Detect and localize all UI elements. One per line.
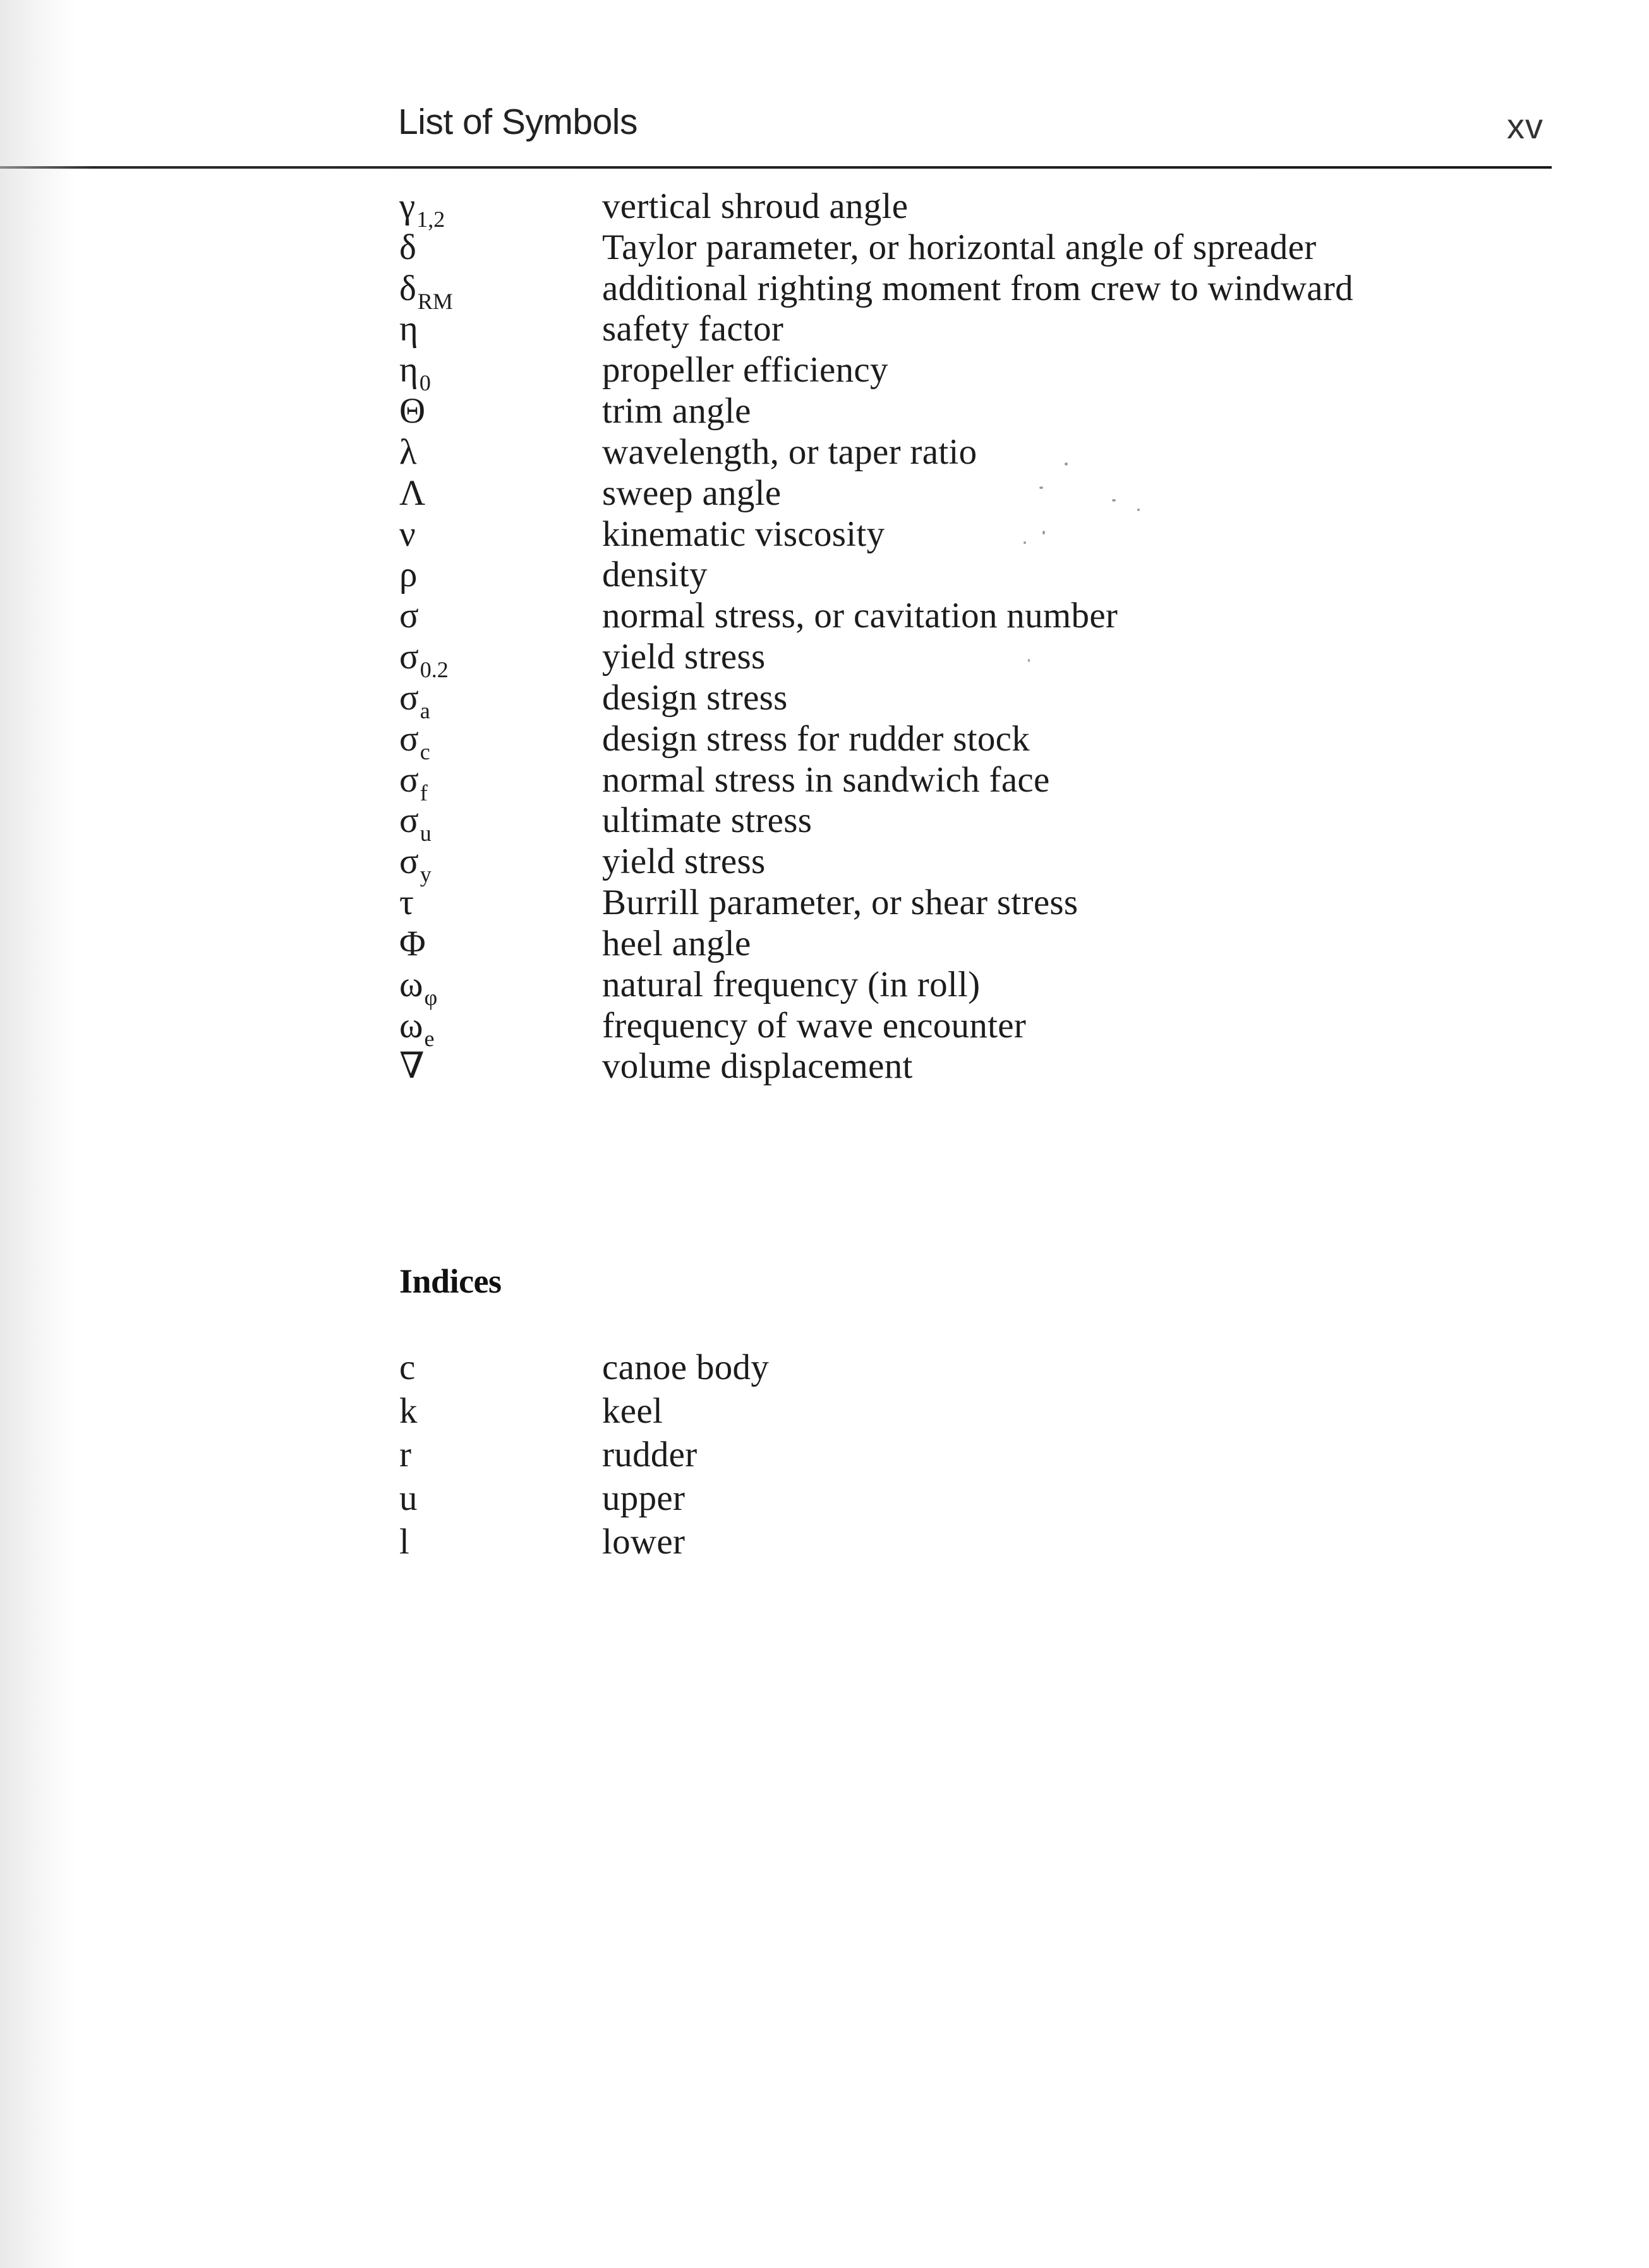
index-description: keel: [602, 1391, 663, 1431]
symbol-description: ultimate stress: [602, 800, 812, 840]
index-entry: [0, 1347, 1516, 1389]
scan-speck: [1112, 499, 1116, 502]
index-description: rudder: [602, 1435, 698, 1475]
index-symbol: c: [399, 1348, 416, 1387]
symbol-entry: [0, 1046, 1516, 1087]
symbol-entry: [0, 554, 1516, 596]
scan-speck: [1039, 486, 1043, 489]
index-entry: [0, 1521, 1516, 1563]
symbol-entry: [0, 759, 1516, 805]
symbol: δ: [399, 227, 416, 267]
symbol: Φ: [399, 924, 426, 963]
symbol: Λ: [399, 473, 426, 513]
symbol-description: density: [602, 555, 708, 594]
symbol: Θ: [399, 391, 426, 431]
index-entry: [0, 1434, 1516, 1476]
scan-speck: [1042, 531, 1045, 534]
symbol: $\delta_{RM}$: [399, 268, 453, 314]
symbol: $\sigma_f$: [399, 760, 428, 805]
scan-speck: [1137, 509, 1140, 511]
symbol-entry: [0, 390, 1516, 432]
symbol-description: volume displacement: [602, 1046, 913, 1086]
symbol-entry: [0, 718, 1516, 764]
symbol-entry: [0, 595, 1516, 637]
symbol-description: safety factor: [602, 309, 784, 349]
symbol-description: frequency of wave encounter: [602, 1006, 1027, 1046]
symbol-entry: [0, 431, 1516, 473]
symbol: $\sigma_a$: [399, 678, 430, 723]
symbol-entry: [0, 1005, 1516, 1051]
index-symbol: l: [399, 1522, 409, 1562]
index-entry: [0, 1390, 1516, 1432]
symbol-description: design stress: [602, 678, 788, 718]
scan-speck: [1065, 462, 1068, 466]
symbol-entry: [0, 800, 1516, 846]
index-symbol: r: [399, 1435, 411, 1475]
symbol: ∇: [399, 1046, 425, 1086]
symbol-entry: [0, 227, 1516, 268]
symbol-description: heel angle: [602, 924, 751, 963]
symbol: ρ: [399, 555, 418, 594]
symbol-description: additional righting moment from crew to windward: [602, 268, 1353, 308]
index-entry: [0, 1478, 1516, 1519]
index-description: upper: [602, 1478, 686, 1518]
symbol-description: kinematic viscosity: [602, 514, 885, 554]
symbol-description: trim angle: [602, 391, 751, 431]
indices-heading: Indices: [399, 1262, 502, 1300]
symbol: σ: [399, 596, 419, 636]
symbol-entry: [0, 882, 1516, 924]
symbol: η: [399, 309, 418, 349]
scan-speck: [1028, 659, 1030, 662]
index-symbol: u: [399, 1478, 418, 1518]
symbol-description: yield stress: [602, 637, 766, 677]
running-head-title: List of Symbols: [398, 102, 637, 142]
symbol-description: natural frequency (in roll): [602, 965, 981, 1004]
symbol-entry: [0, 841, 1516, 887]
symbol-entry: [0, 677, 1516, 723]
symbol-description: yield stress: [602, 841, 766, 881]
symbol-entry: [0, 308, 1516, 350]
symbol: λ: [399, 432, 417, 472]
symbol-description: Burrill parameter, or shear stress: [602, 883, 1078, 922]
page-number: xv: [1507, 106, 1543, 146]
symbol: $\sigma_y$: [399, 841, 432, 887]
symbol: $\gamma_{1,2}$: [399, 186, 445, 232]
symbol: τ: [399, 883, 414, 922]
symbol: $\omega_\varphi$: [399, 965, 438, 1010]
header-rule: [0, 166, 1552, 169]
symbol-entry: [0, 268, 1516, 314]
symbol: $\sigma_c$: [399, 719, 430, 764]
index-description: canoe body: [602, 1348, 770, 1387]
symbol-description: propeller efficiency: [602, 350, 888, 390]
symbol-entry: [0, 349, 1516, 395]
symbol-entry: [0, 186, 1516, 232]
symbol-description: normal stress, or cavitation number: [602, 596, 1118, 636]
symbol-description: normal stress in sandwich face: [602, 760, 1050, 800]
symbol-entry: [0, 964, 1516, 1010]
symbol-description: sweep angle: [602, 473, 782, 513]
symbol: $\sigma_{0.2}$: [399, 637, 449, 682]
symbol-description: design stress for rudder stock: [602, 719, 1030, 759]
symbol: $\eta_0$: [399, 350, 431, 395]
symbol-description: wavelength, or taper ratio: [602, 432, 977, 472]
symbol-entry: [0, 514, 1516, 555]
index-description: lower: [602, 1522, 686, 1562]
symbol-description: vertical shroud angle: [602, 186, 909, 226]
scan-speck: [1024, 541, 1026, 544]
symbol-entry: [0, 636, 1516, 682]
symbol-entry: [0, 473, 1516, 514]
symbol: ν: [399, 514, 416, 554]
index-symbol: k: [399, 1391, 418, 1431]
symbol-description: Taylor parameter, or horizontal angle of spreader: [602, 227, 1317, 267]
symbol: $\sigma_u$: [399, 800, 432, 846]
symbol-entry: [0, 923, 1516, 965]
symbol: $\omega_e$: [399, 1006, 435, 1051]
